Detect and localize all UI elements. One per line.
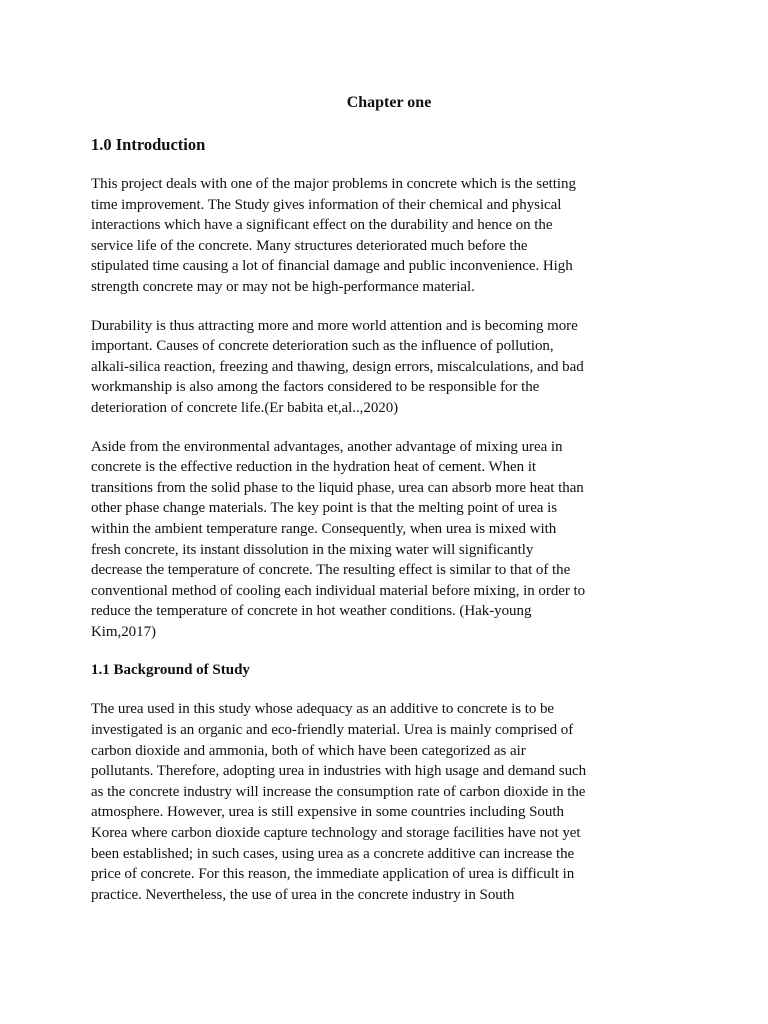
- document-page: [91, 92, 683, 923]
- chapter-title: Chapter one: [346, 94, 432, 111]
- intro-paragraph-2: Durability is thus attracting more and more world attention and is becoming more important. Causes of concrete deterioration such as the influence of pollution, alkali-silica reaction, freezing and thawing, design errors, miscalculations, and bad workmanship is also among the factors considered to be responsible for the deterioration of concrete life.(Er babita et,al..,2020): [91, 317, 584, 416]
- intro-paragraph-1: This project deals with one of the major problems in concrete which is the setting time improvement. The Study gives information of their chemical and physical interactions which have a significant effect on the durability and hence on the service life of the concrete. Many structures deteriorated much before the stipulated time causing a lot of financial damage and public inconvenience. High strength concrete may or may not be high-performance material.: [91, 176, 576, 295]
- section-heading-background: 1.1 Background of Study: [91, 662, 250, 679]
- section-heading-introduction: 1.0 Introduction: [91, 135, 206, 154]
- background-paragraph-1: The urea used in this study whose adequacy as an additive to concrete is to be investigated is an organic and eco-friendly material. Urea is mainly comprised of carbon dioxide and ammonia, both of which have been categorized as air pollutants. Therefore, adopting urea in industries with high usage and demand such as the concrete industry will increase the consumption rate of carbon dioxide in the atmosphere. However, urea is still expensive in some countries including South Korea where carbon dioxide capture technology and storage facilities have not yet been established; in such cases, using urea as a concrete additive can increase the price of concrete. For this reason, the immediate application of urea is difficult in practice. Nevertheless, the use of urea in the concrete industry in South: [91, 701, 587, 903]
- intro-paragraph-3: Aside from the environmental advantages, another advantage of mixing urea in concrete is the effective reduction in the hydration heat of cement. When it transitions from the solid phase to the liquid phase, urea can absorb more heat than other phase change materials. The key point is that the melting point of urea is within the ambient temperature range. Consequently, when urea is mixed with fresh concrete, its instant dissolution in the mixing water will significantly decrease the temperature of concrete. The resulting effect is similar to that of the conventional method of cooling each individual material before mixing, in order to reduce the temperature of concrete in hot weather conditions. (Hak-young Kim,2017): [91, 438, 586, 640]
